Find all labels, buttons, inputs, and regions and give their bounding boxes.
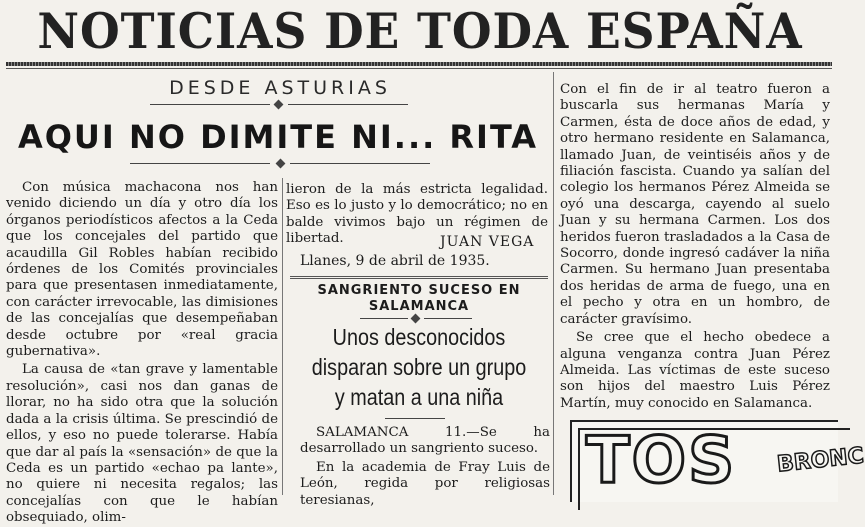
column-rule	[553, 72, 554, 495]
section-divider	[290, 276, 548, 277]
article1-signature: JUAN VEGA	[440, 234, 535, 250]
advertisement-box	[570, 420, 865, 502]
ornament-rule	[288, 104, 408, 105]
advertisement-main-text: TOS	[586, 424, 737, 498]
paragraph: En la academia de Fray Luis de León, regida por religiosas teresianas,	[300, 459, 550, 508]
paragraph: Con música machacona nos han venido diciendo un día y otro día los órganos periodísticos afectos a la Ceda que los concejales del partido que acaudilla Gil Robles habían recibido órdenes de los Comités provinciales para que presentasen inmediatamente, con carácter irrevocable, las dimisiones de las concejalías que desempeñaban desde octubre por «real gracia gubernativa».	[6, 180, 278, 360]
article1-dateline: Llanes, 9 de abril de 1935.	[300, 253, 490, 269]
ornament-diamond	[274, 100, 284, 110]
masthead	[0, 0, 840, 64]
article1-column1	[6, 180, 278, 527]
paragraph: Se cree que el hecho obedece a alguna venganza contra Juan Pérez Almeida. Las víctimas de este suceso son hijos del maestro Luis Pérez Martín, muy conocido en Salamanca.	[560, 330, 830, 411]
paragraph: La causa de «tan grave y lamentable resolución», casi nos dan ganas de llorar, no ha sido otra que la solución dada a la crisis última. Se prescindió de ellos, y eso no puede tolerarse. Había que dar al país la «sensación» de que la Ceda es un partido «echao pa lante», no quiere ni necesita regalos; las concejalías con que le habían obsequiado, olim-	[6, 362, 278, 526]
paragraph: Con el fin de ir al teatro fueron a buscarla sus hermanas María y Carmen, ésta de doce años de edad, y otro hermano residente en Salamanca, llamado Juan, de veintiséis años y de filiación fascista. Cuando ya salían del colegio los hermanos Pérez Almeida se oyó una descarga, cayendo al suelo Juan y su hermana Carmen. Los dos heridos fueron trasladados a la Casa de Socorro, donde ingresó cadáver la niña Carmen. Su hermano Juan presentaba dos heridas de arma de fuego, una en el pecho y otra en un hombro, de carácter gravísimo.	[560, 82, 830, 327]
ornament-rule	[290, 163, 430, 164]
masthead-title: NOTICIAS DE TODA ESPAÑA	[37, 2, 803, 60]
paragraph: lieron de la más estricta legalidad. Eso es lo justo y lo democrático; no en balde vivimos bajo un régimen de libertad.	[286, 182, 548, 247]
masthead-rule-thin	[6, 68, 832, 69]
article1-kicker: DESDE ASTURIAS	[169, 77, 391, 99]
section-divider	[290, 278, 548, 279]
masthead-rule	[6, 62, 832, 66]
article2-headline: Unos desconocidos disparan sobre un grupo y matan a una niña	[311, 324, 527, 410]
ornament-rule	[360, 318, 408, 319]
column-rule	[282, 178, 283, 495]
article2-column2	[300, 425, 550, 509]
ornament-rule	[424, 318, 472, 319]
ornament-rule	[130, 163, 270, 164]
ornament-rule	[150, 104, 270, 105]
paragraph: SALAMANCA 11.—Se ha desarrollado un sangriento suceso.	[300, 425, 550, 457]
article2-column3	[560, 82, 830, 412]
article2-kicker: SANGRIENTO SUCESO EN SALAMANCA	[317, 283, 521, 314]
ornament-rule	[385, 418, 445, 419]
ornament-diamond	[276, 159, 286, 169]
advertisement-secondary-text: BRONC	[775, 443, 865, 478]
article1-headline: AQUI NO DIMITE NI... RITA	[17, 118, 539, 156]
